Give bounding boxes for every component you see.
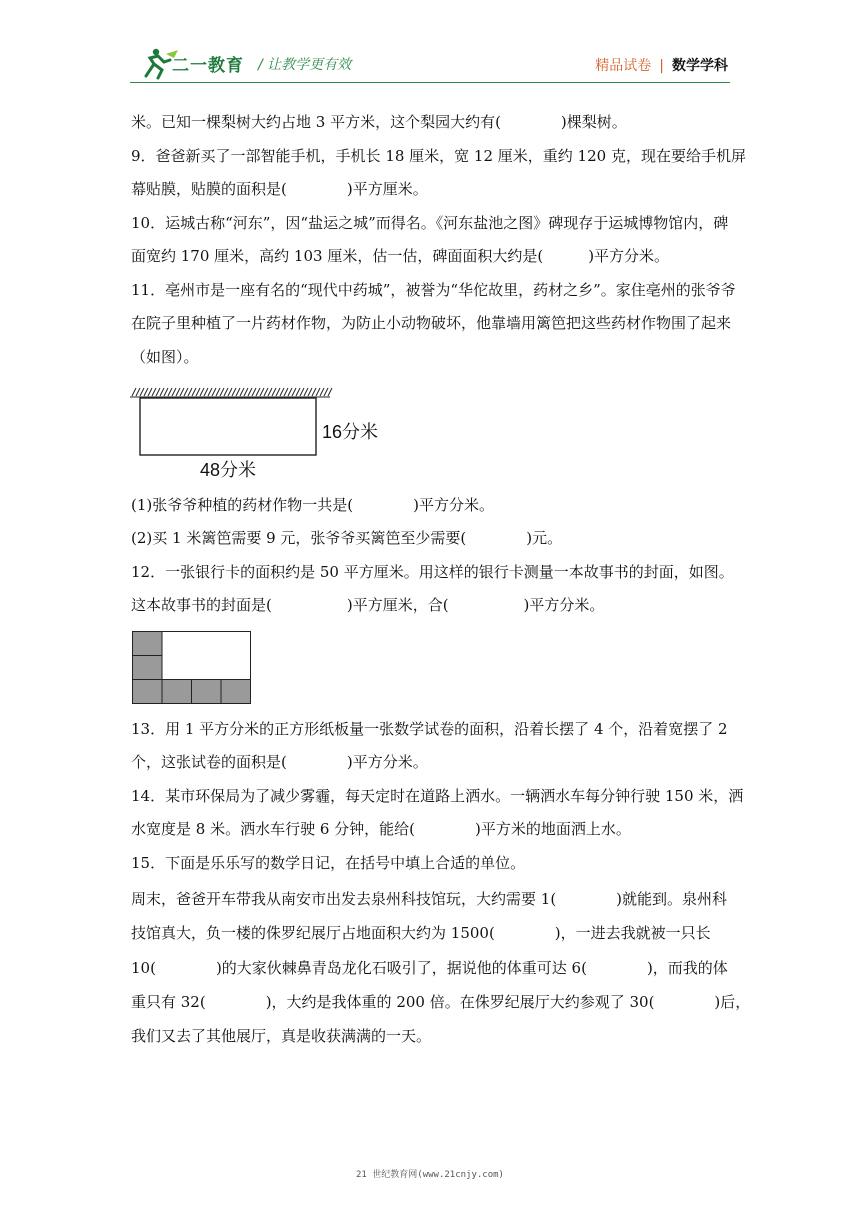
header-separator: | (659, 58, 664, 74)
header-subject: 数学学科 (672, 58, 728, 74)
height-label: 16分米 (322, 422, 379, 442)
text-line: (2)买 1 米篱笆需要 9 元，张爷爷买篱笆至少需要( )元。 (131, 529, 563, 547)
bank-card (221, 680, 251, 704)
text-line: 周末，爸爸开车带我从南安市出发去泉州科技馆玩，大约需要 1( )就能到。泉州科 (131, 890, 728, 908)
text-line: (1)张爷爷种植的药材作物一共是( )平方分米。 (131, 496, 494, 514)
text-line: 技馆真大，负一楼的侏罗纪展厅占地面积大约为 1500( )，一进去我就被一只长 (131, 924, 711, 942)
header-divider (130, 82, 730, 83)
text-line: 9．爸爸新买了一部智能手机，手机长 18 厘米，宽 12 厘米，重约 120 克，现在要给手机屏 (131, 146, 746, 165)
logo-text: 二一教育 (172, 56, 244, 76)
slogan: / 让教学更有效 (258, 57, 352, 73)
text-line: 水宽度是 8 米。洒水车行驶 6 分钟，能给( )平方米的地面洒上水。 (131, 820, 631, 838)
text-line: 米。已知一棵梨树大约占地 3 平方米，这个梨园大约有( )棵梨树。 (131, 113, 627, 131)
text-line: 14．某市环保局为了减少雾霾，每天定时在道路上洒水。一辆洒水车每分钟行驶 150 米，洒 (131, 787, 744, 805)
text-line: 我们又去了其他展厅，真是收获满满的一天。 (131, 1027, 432, 1045)
text-line: 这本故事书的封面是( )平方厘米，合( )平方分米。 (131, 596, 605, 614)
text-line: （如图）。 (131, 347, 199, 366)
text-line: 面宽约 170 厘米，高约 103 厘米，估一估，碑面面积大约是( )平方分米。 (131, 247, 670, 265)
bank-card (133, 656, 163, 680)
question-text-top (131, 106, 746, 374)
header-tag: 精品试卷 (595, 58, 652, 74)
page-header (0, 0, 860, 90)
bank-card (133, 632, 163, 656)
text-line: 幕贴膜，贴膜的面积是( )平方厘米。 (131, 180, 428, 198)
bank-card (162, 680, 192, 704)
text-line: 个，这张试卷的面积是( )平方分米。 (131, 753, 428, 771)
bank-card (192, 680, 222, 704)
text-line: 11．亳州市是一座有名的“现代中药城”，被誉为“华佗故里，药材之乡”。家住亳州的张爷爷 (131, 280, 736, 299)
width-label: 48分米 (200, 460, 257, 480)
header-right (595, 55, 728, 75)
page-footer: 21 世纪教育网(www.21cnjy.com) (356, 1170, 504, 1180)
text-line: 在院子里种植了一片药材作物，为防止小动物破坏，他靠墙用篱笆把这些药材作物围了起来 (131, 314, 732, 332)
text-line: 13．用 1 平方分米的正方形纸板量一张数学试卷的面积，沿着长摆了 4 个，沿着宽摆了 2 (131, 720, 728, 738)
field-rectangle (140, 398, 316, 455)
text-line: 10．运城古称“河东”，因“盐运之城”而得名。《河东盐池之图》碑现存于运城博物馆内，碑 (131, 213, 729, 232)
text-line: 12．一张银行卡的面积约是 50 平方厘米。用这样的银行卡测量一本故事书的封面，如图。 (131, 563, 734, 581)
text-line: 重只有 32( )，大约是我体重的 200 倍。在侏罗纪展厅大约参观了 30( )后， (131, 993, 751, 1011)
book-cover-diagram (132, 631, 252, 705)
bank-card (133, 680, 163, 704)
text-line: 15．下面是乐乐写的数学日记，在括号中填上合适的单位。 (131, 854, 526, 872)
text-line: 10( )的大家伙棘鼻青岛龙化石吸引了，据说他的体重可达 6( )，而我的体 (131, 959, 728, 977)
